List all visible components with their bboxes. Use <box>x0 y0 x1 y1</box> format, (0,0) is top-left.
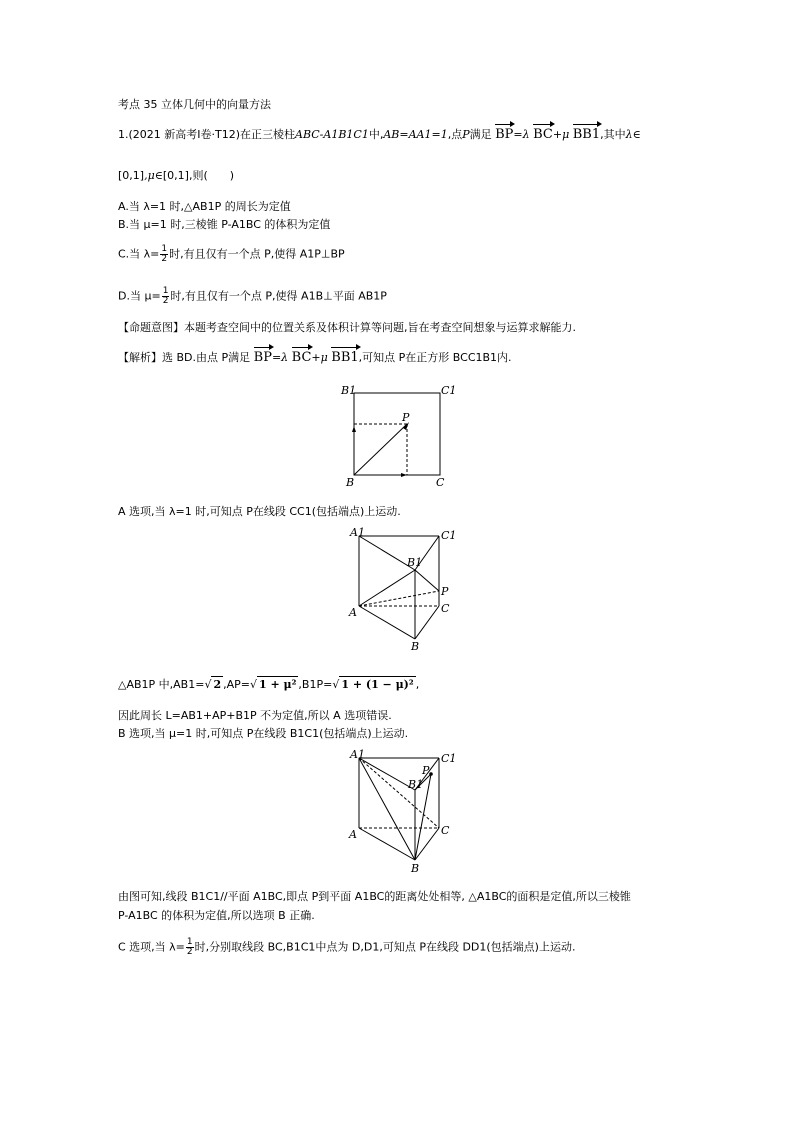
question-source: (2021 新高考Ⅰ卷·T12) <box>128 128 241 141</box>
mu: μ <box>562 128 570 141</box>
perimeter-pre: △AB1P 中,AB1= <box>118 678 205 691</box>
lambda: λ <box>281 351 289 364</box>
label-b1: B1 <box>341 384 357 397</box>
fraction-denominator: 2 <box>162 296 169 306</box>
question-stem <box>118 127 641 143</box>
label-a1: A1 <box>350 526 365 539</box>
vector-bc: BC <box>291 350 312 365</box>
label-c1: C1 <box>441 529 457 542</box>
fraction-half <box>186 938 194 957</box>
figure-prism-b <box>340 748 470 878</box>
vector-bc: BC <box>533 127 553 142</box>
plus: + <box>552 128 563 141</box>
range: [0,1] <box>162 169 189 182</box>
stem-text: ,其中 <box>600 128 626 141</box>
option-c-post: 时,有且仅有一个点 P,使得 A1P⊥BP <box>169 247 345 261</box>
plus: + <box>311 351 321 364</box>
label-b1: B1 <box>407 556 423 569</box>
fraction-denominator: 2 <box>161 254 168 264</box>
stem-text: 在正三棱柱 <box>240 128 296 141</box>
analysis <box>118 350 512 366</box>
equals: = <box>513 128 523 141</box>
label-a1: A1 <box>350 748 365 761</box>
label-c: C <box>441 602 450 615</box>
section-title: 考点 35 立体几何中的向量方法 <box>118 98 271 111</box>
comma: , <box>415 678 420 691</box>
point-p: P <box>462 128 470 141</box>
ap-label: ,AP= <box>223 678 250 691</box>
text-b: B 选项,当 μ=1 时,可知点 P在线段 B1C1(包括端点)上运动. <box>118 727 409 740</box>
figure-prism-a <box>340 524 470 654</box>
label-c: C <box>441 824 450 837</box>
option-d-post: 时,有且仅有一个点 P,使得 A1B⊥平面 AB1P <box>170 289 387 303</box>
analysis-tail: ,可知点 P在正方形 BCC1B1内. <box>358 351 512 364</box>
vector-bp: BP <box>253 350 272 365</box>
option-c <box>118 245 345 264</box>
vector-bb1: BB1 <box>331 350 359 365</box>
label-c1: C1 <box>441 384 457 397</box>
text-a2: 因此周长 L=AB1+AP+B1P 不为定值,所以 A 选项错误. <box>118 709 392 722</box>
analysis-head: 【解析】选 BD.由点 P满足 <box>118 351 251 364</box>
label-c: C <box>436 476 445 489</box>
text-c <box>118 938 575 957</box>
label-a: A <box>349 828 357 841</box>
text-b2: 由图可知,线段 B1C1//平面 A1BC,即点 P到平面 A1BC的距离处处相等, △A1BC的面积是定值,所以三棱锥 <box>118 890 631 903</box>
fraction-half <box>160 245 168 264</box>
option-c-pre: C.当 λ= <box>118 247 160 261</box>
option-a: A.当 λ=1 时,△AB1P 的周长为定值 <box>118 200 291 213</box>
sqrt-ap: 1 + μ² <box>259 678 297 691</box>
perimeter-line: △AB1P 中,AB1=√ 2 ,AP=√ 1 + μ² ,B1P=√ 1 + (1 − μ)² , <box>118 678 420 691</box>
equals: = <box>271 351 282 364</box>
stem-text: 满足 <box>469 128 492 141</box>
text-c-post: 时,分别取线段 BC,B1C1中点为 D,D1,可知点 P在线段 DD1(包括端点)上运动. <box>194 940 576 954</box>
label-c1: C1 <box>441 752 457 765</box>
label-p: P <box>422 764 430 777</box>
label-b: B <box>346 476 355 489</box>
b1p-label: ,B1P= <box>298 678 333 691</box>
label-b: B <box>411 640 420 653</box>
mu: μ <box>320 351 328 364</box>
lambda: λ <box>522 128 530 141</box>
fraction-numerator: 1 <box>161 244 168 254</box>
label-p: P <box>441 585 449 598</box>
mu-in: ,μ∈ <box>144 169 163 182</box>
sqrt-b1p: 1 + (1 − μ)² <box>341 678 414 691</box>
text-a: A 选项,当 λ=1 时,可知点 P在线段 CC1(包括端点)上运动. <box>118 505 401 518</box>
option-d <box>118 287 387 306</box>
question-stem-cont <box>118 168 234 184</box>
option-d-pre: D.当 μ= <box>118 289 161 303</box>
prism-name: ABC-A1B1C1 <box>295 128 369 141</box>
label-b: B <box>411 862 420 875</box>
stem-text: ,点 <box>447 128 463 141</box>
fraction-half <box>162 287 170 306</box>
range: [0,1] <box>118 169 145 182</box>
stem-text: 中, <box>368 128 384 141</box>
fraction-numerator: 1 <box>186 937 193 947</box>
lambda-in: λ∈ <box>625 128 641 141</box>
answer-blank: ,则( ) <box>188 169 235 182</box>
question-number: 1. <box>118 128 129 141</box>
vector-bp: BP <box>495 127 514 142</box>
label-p: P <box>402 411 410 424</box>
sqrt-2: 2 <box>213 678 222 691</box>
condition: AB=AA1=1 <box>383 128 448 141</box>
fraction-denominator: 2 <box>186 947 193 957</box>
figure-square <box>335 380 460 490</box>
label-b1: B1 <box>408 778 424 791</box>
text-b3: P-A1BC 的体积为定值,所以选项 B 正确. <box>118 909 315 922</box>
text-c-pre: C 选项,当 λ= <box>118 940 185 954</box>
label-a: A <box>349 606 357 619</box>
vector-bb1: BB1 <box>572 127 601 142</box>
fraction-numerator: 1 <box>162 286 169 296</box>
intent: 【命题意图】本题考查空间中的位置关系及体积计算等问题,旨在考查空间想象与运算求解能力. <box>118 321 576 334</box>
option-b: B.当 μ=1 时,三棱锥 P-A1BC 的体积为定值 <box>118 218 331 231</box>
